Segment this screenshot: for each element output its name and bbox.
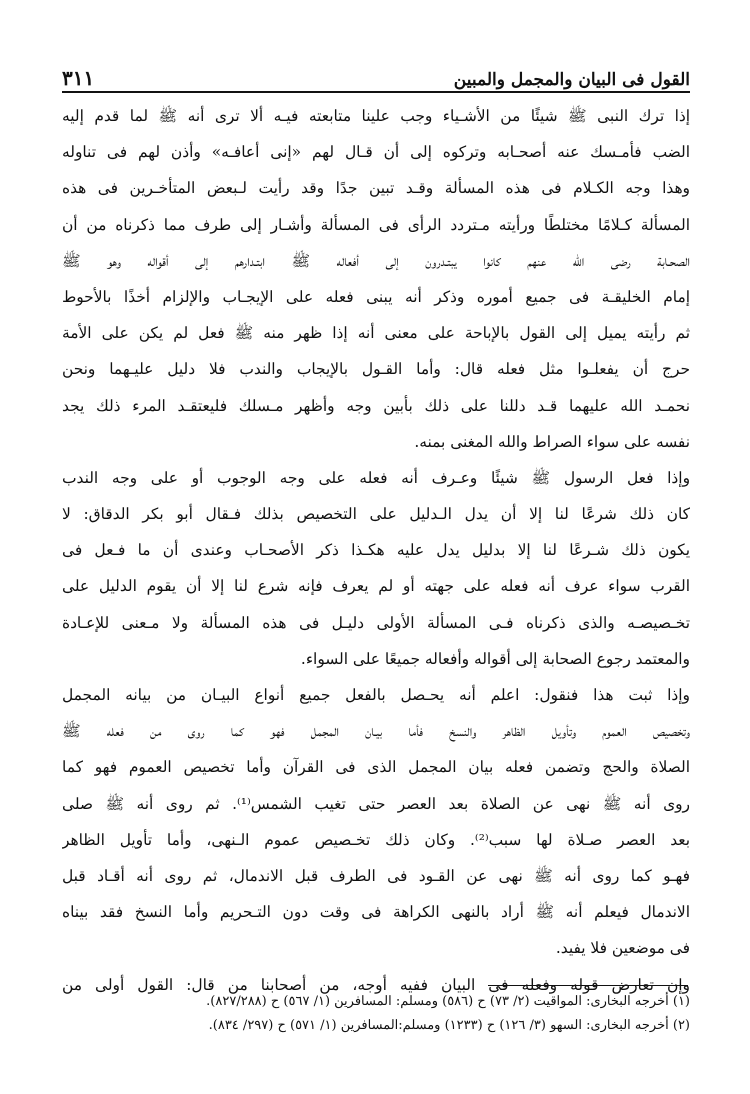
footnote-1: (١) أخرجه البخارى: المواقيت (٢/ ٧٣) ح (٥٨٦) ومسلم: المسافرين (١/ ٥٦٧) ح (٨٢٧/٢٨٨). xyxy=(206,994,690,1009)
text-line: والمعتمد رجوع الصحابة إلى أقواله وأفعاله جميعًا على السواء. xyxy=(300,649,690,668)
text-line: الضب فأمـسك عنه أصحـابه وتركوه إلى أن قـال لهم «إنى أعافـه» وأذن لهم فى تناوله xyxy=(62,143,690,162)
main-text xyxy=(62,98,690,1003)
text-line: وإن تعارض قوله وفعله فى البيان ففيه أوجه، من أصحابنا من قال: القول أولى من xyxy=(62,975,690,994)
text-line: وإذا فعل الرسول ﷺ شيئًا وعـرف أنه فعله على وجه الوجوب أو على وجه الندب xyxy=(62,468,690,487)
text-line: وتخصيص العموم وتأويل الظاهر والنسخ فأما بيـان المجمل فهو كما روى من فعله ﷺ xyxy=(62,722,690,741)
text-line: القرب سواء عرف أنه فعله على جهته أو لم يعرف فإنه شرع لنا إلا أن يقوم الدليل على xyxy=(62,577,690,596)
text-line: تخـصيصـه والذى ذكرناه فـى المسألة الأولى دليـل فى هذه المسألة ولا مـعنى للإعـادة xyxy=(62,613,690,632)
text-line: حرج أن يفعلـوا مثل فعله قال: وأما القـول بالإيجاب والندب فلا دليل عليـهما ونحن xyxy=(62,360,690,379)
page-header xyxy=(62,64,690,90)
text-line: الاندمال فيعلم أنه ﷺ أراد بالنهى الكراهة فى وقت دون التـحريم وأما النسخ فقد بيناه xyxy=(62,903,690,922)
page-number: ٣١١ xyxy=(62,66,95,90)
text-line: نفسه على سواء الصراط والله المغنى بمنه. xyxy=(414,432,690,451)
text-line: المسألة كـلامًا مختلطًا ورأيته مـتردد الرأى فى المسألة وأشـار إلى طرف مما ذكرناه من أن xyxy=(62,215,690,234)
text-line: روى أنه ﷺ نهى عن الصلاة بعد العصر حتى تغيب الشمس⁽¹⁾. ثم روى أنه ﷺ صلى xyxy=(62,794,690,813)
text-line: إذا ترك النبى ﷺ شيئًا من الأشـياء وجب علينا متابعته فيـه ألا ترى أنه ﷺ لما قدم إليه xyxy=(62,107,690,125)
text-line: الصحـابة رضى الله عنهم كانوا يبتـدرون إلى أفعاله ﷺ ابتـدارهم إلى أقواله وهو ﷺ xyxy=(62,251,690,270)
text-line: إمام الخليقـة فى جميع أموره وذكر أنه يبنى فعله على الإيجـاب والإلزام أخذًا بالأحوط xyxy=(62,287,690,306)
running-title: القول فى البيان والمجمل والمبين xyxy=(453,70,690,90)
footnote-2: (٢) أخرجه البخارى: السهو (٣/ ١٢٦) ح (١٢٣٣) ومسلم:المسافرين (١/ ٥٧١) ح (٢٩٧/ ٨٣٤). xyxy=(208,1018,690,1033)
text-line: كان ذلك شرعًا لنا إلا أن يدل الـدليل على التخصيص بذلك فـقال أبو بكر الدقاق: لا xyxy=(62,505,690,524)
text-line: بعد العصر صـلاة لها سبب⁽²⁾. وكان ذلك تخـصيص عموم الـنهى، وأما تأويل الظاهر xyxy=(62,830,690,849)
text-line: فهـو كما روى أنه ﷺ نهى عن القـود فى الطرف قبل الاندمال، ثم روى أنه أقـاد قبل xyxy=(62,866,690,885)
header-divider xyxy=(62,91,690,93)
text-line: فى موضعين فلا يفيد. xyxy=(555,939,690,958)
text-line: ثم رأيته يميل إلى القول بالإباحة على معنى أنه إذا ظهر منه ﷺ فعل لم يكن على الأمة xyxy=(62,324,690,343)
footnote-divider xyxy=(488,985,688,986)
text-line: يكون ذلك شـرعًا لنا إلا بدليل يدل عليه هكـذا ذكر الأصحـاب وعندى أن ما فـعل فى xyxy=(62,541,690,560)
text-line: وهذا وجه الكـلام فى هذه المسألة وقـد تبين جدًا وقد رأيت لـبعض المتأخـرين فى هذه xyxy=(62,179,690,198)
text-line: وإذا ثبت هذا فنقول: اعلم أنه يحـصل بالفعل جميع أنواع البيـان من بيانه المجمل xyxy=(62,686,690,704)
text-line: نحمـد الله عليهما قـد دللنا على ذلك بأبين وجه وأظهر مـسلك فليعتقـد المرء ذلك يجد xyxy=(62,396,690,415)
footnotes xyxy=(62,990,690,1038)
text-line: الصلاة والحج وتضمن فعله بيان المجمل الذى فى القرآن وأما تخصيص العموم فهو كما xyxy=(62,758,690,777)
